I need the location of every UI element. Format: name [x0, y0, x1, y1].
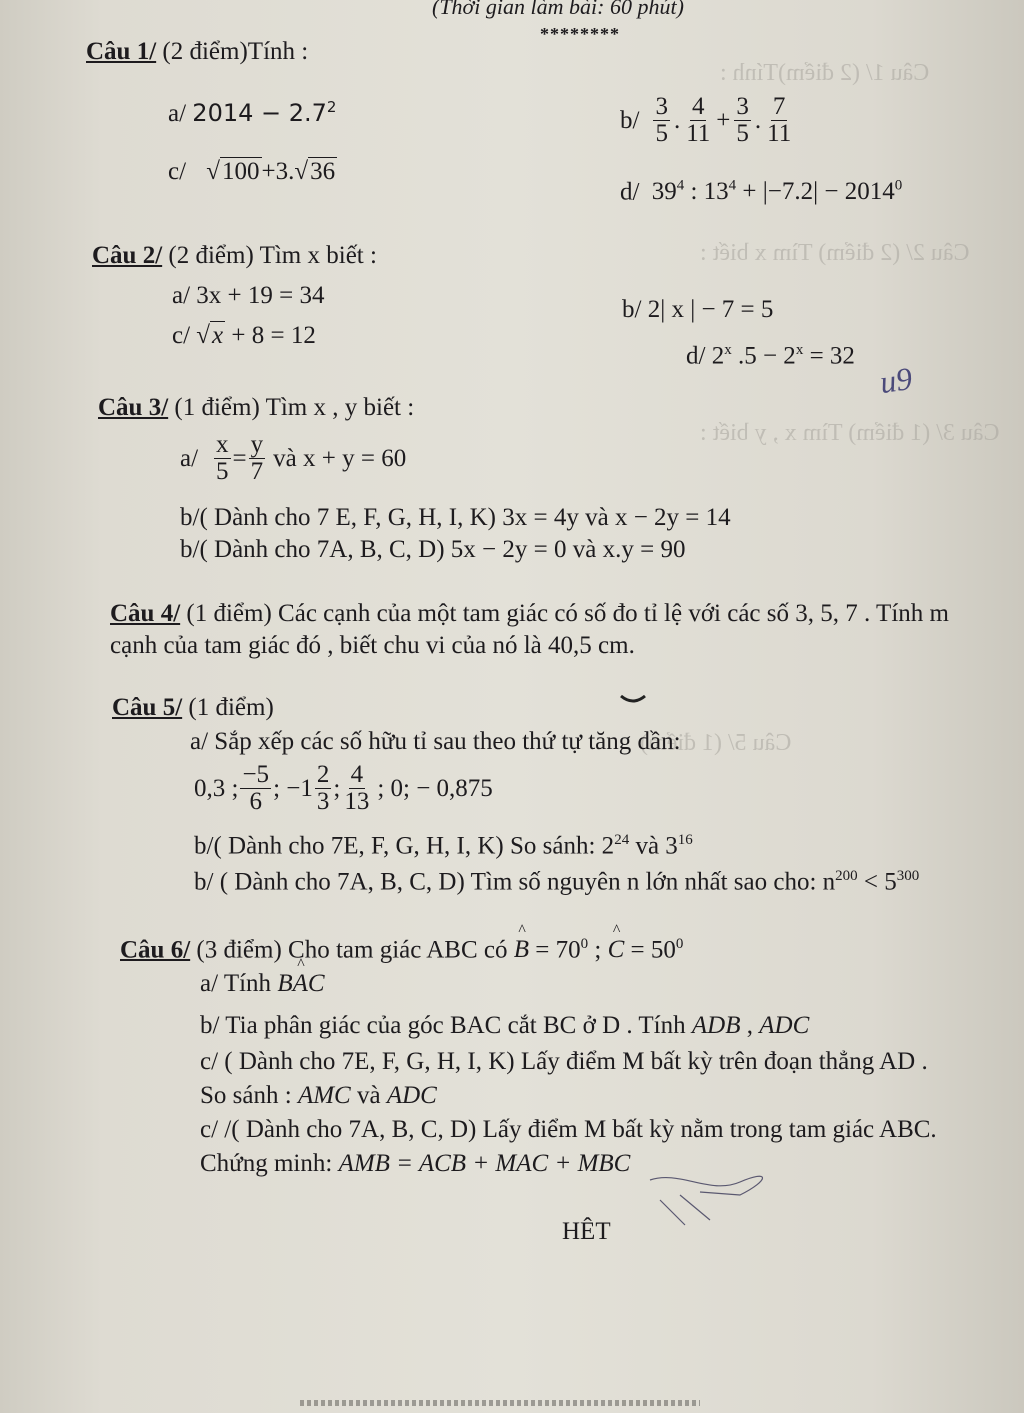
- question-4-line-2: cạnh của tam giác đó , biết chu vi của nó là 40,5 cm.: [110, 632, 635, 659]
- question-2-heading: Câu 2/ (2 điểm) Tìm x biết :: [92, 242, 377, 269]
- q1d-expression: d/ $39^4$ : $13^4 + |-7.2| - 2014^0$: [620, 178, 903, 206]
- exam-time: (Thời gian làm bài: 60 phút): [432, 0, 684, 19]
- question-5-heading: Câu 5/ (1 điểm): [112, 694, 274, 721]
- q5a-text: a/ Sắp xếp các số hữu tỉ sau theo thứ tự tăng dần:: [190, 728, 681, 755]
- q6c-variant-2: c/ /( Dành cho 7A, B, C, D) Lấy điểm M bất kỳ nằm trong tam giác ABC.: [200, 1116, 937, 1143]
- q2a-equation: a/ 3x + 19 = 34: [172, 282, 325, 309]
- q5b-variant-1: b/( Dành cho 7E, F, G, H, I, K) So sánh: $2^{24}$ và $3^{16}$: [194, 832, 693, 860]
- q6c-variant-1-compare: So sánh : AMC và ADC: [200, 1082, 437, 1109]
- bleed-through-text: Câu 2/ (2 điểm) Tìm x biết :: [700, 240, 970, 266]
- header-stars: ********: [540, 24, 620, 44]
- bleed-through-text: Câu 5/ (1 điểm): [640, 730, 792, 756]
- pen-scribble: [640, 1140, 780, 1230]
- q5b-variant-2: b/ ( Dành cho 7A, B, C, D) Tìm số nguyên n lớn nhất sao cho: $n^{200} < 5^{300}$: [194, 868, 920, 896]
- end-marker: HÊT: [562, 1218, 611, 1245]
- question-1-heading: Câu 1/ (2 điểm)Tính :: [86, 38, 309, 65]
- q1b-expression: b/ $\frac{3}{5}$ . $\frac{4}{11}$ + $\frac{3}{5}$ . $\frac{7}{11}$: [620, 93, 792, 148]
- q3b-variant-2: b/( Dành cho 7A, B, C, D) 5x − 2y = 0 và x.y = 90: [180, 536, 686, 563]
- q1a-expression: a/ $2014 - 2.7^2$: [168, 98, 337, 127]
- q6a-text: a/ Tính B^ AC: [200, 970, 325, 998]
- question-3-heading: Câu 3/ (1 điểm) Tìm x , y biết :: [98, 394, 415, 421]
- bleed-through-text: Câu 1/ (2 điểm)Tính :: [720, 60, 930, 86]
- q2d-equation: d/ 2$^x$ $.5 - 2^x = 32$: [686, 342, 855, 370]
- question-4-line-1: Câu 4/ (1 điểm) Các cạnh của một tam giác có số đo tỉ lệ với các số 3, 5, 7 . Tính m: [110, 600, 949, 627]
- q6c-variant-2-prove: Chứng minh: AMB = ACB + MAC + MBC: [200, 1150, 631, 1177]
- q1c-expression: c/ √100+3.√36: [168, 158, 336, 185]
- ink-mark: [618, 692, 648, 706]
- bleed-through-text: Câu 3/ (1 điểm) Tìm x , y biết :: [700, 420, 1000, 446]
- q6b-text: b/ Tia phân giác của góc BAC cắt BC ở D . Tính ADB , ADC: [200, 1012, 810, 1039]
- q5a-number-list: 0,3 ; $\frac{-5}{6}$ ; −1 $\frac{2}{3}$ ; $\frac{4}{13}$ ; 0; − 0,875: [194, 761, 493, 816]
- q2b-equation: b/ 2| x | − 7 = 5: [622, 296, 774, 323]
- question-6-heading: Câu 6/ (3 điểm) Cho tam giác ABC có ^ $B = 70^0$ ; ^ $C = 50^0$: [120, 936, 683, 964]
- q2c-equation: c/ √x + 8 = 12: [172, 322, 316, 349]
- q6c-variant-1: c/ ( Dành cho 7E, F, G, H, I, K) Lấy điểm M bất kỳ trên đoạn thẳng AD .: [200, 1048, 928, 1075]
- handwritten-note: u9: [877, 359, 915, 401]
- q3b-variant-1: b/( Dành cho 7 E, F, G, H, I, K) 3x = 4y và x − 2y = 14: [180, 504, 731, 531]
- page-edge-perforation: [300, 1400, 700, 1406]
- q3a-equation: a/ $\frac{x}{5}$ = $\frac{y}{7}$ và x + y = 60: [180, 431, 407, 486]
